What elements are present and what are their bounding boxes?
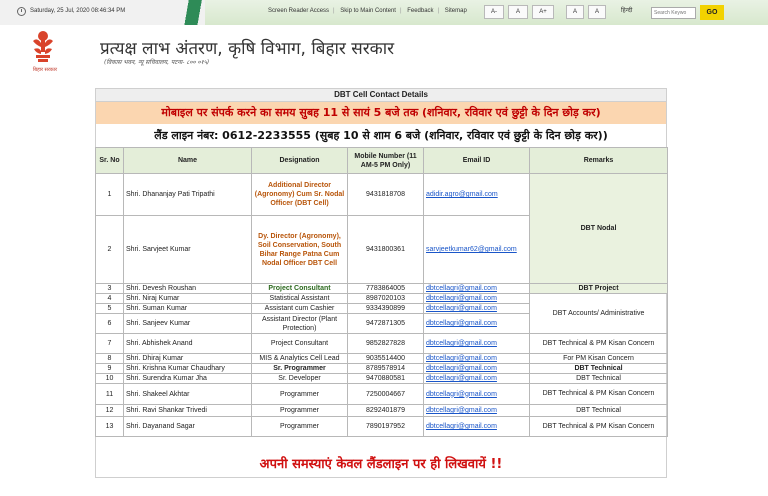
col-remarks: Remarks [530,148,668,174]
cell-name: Shri. Abhishek Anand [124,334,252,354]
link-separator: | [399,8,402,14]
email-link[interactable]: dbtcellagri@gmail.com [424,294,530,304]
top-utility-bar [0,0,768,25]
cell-remark: DBT Technical & PM Kisan Concern [530,334,668,354]
landline-footer-note: अपनी समस्याएं केवल लैंडलाइन पर ही लिखवायें !! [259,457,503,472]
email-link[interactable]: sarvjeetkumar62@gmail.com [424,216,530,284]
table-row [96,334,668,354]
bihar-emblem-icon [30,27,56,65]
cell-name: Shri. Surendra Kumar Jha [124,374,252,384]
email-link[interactable]: dbtcellagri@gmail.com [424,284,530,294]
cell-sr: 7 [96,334,124,354]
cell-remark: DBT Technical [530,405,668,417]
cell-mobile: 8987020103 [348,294,424,304]
sitemap-link[interactable]: Sitemap [444,8,467,14]
table-row [96,384,668,405]
cell-mobile: 9334390899 [348,304,424,314]
feedback-link[interactable]: Feedback [407,8,434,14]
cell-designation: Assistant Director (Plant Protection) [252,314,348,334]
cell-remark: DBT Accounts/ Administrative [530,294,668,334]
cell-sr: 6 [96,314,124,334]
cell-name: Shri. Sarvjeet Kumar [124,216,252,284]
font-increase-button[interactable]: A+ [532,5,554,19]
col-name: Name [124,148,252,174]
font-normal-button[interactable]: A [508,5,528,19]
cell-name: Shri. Krishna Kumar Chaudhary [124,364,252,374]
cell-name: Shri. Suman Kumar [124,304,252,314]
cell-mobile: 9472871305 [348,314,424,334]
table-row [96,294,668,304]
contact-table [95,147,668,437]
cell-remark: DBT Technical & PM Kisan Concern [530,417,668,437]
cell-sr: 9 [96,364,124,374]
cell-remark: DBT Project [530,284,668,294]
screen-reader-link[interactable]: Screen Reader Access [268,8,330,14]
cell-remark: DBT Technical & PM Kisan Concern [530,384,668,405]
link-separator: | [333,8,335,14]
email-link[interactable]: dbtcellagri@gmail.com [424,384,530,405]
email-link[interactable]: dbtcellagri@gmail.com [424,334,530,354]
table-row [96,354,668,364]
col-mobile: Mobile Number (11 AM-5 PM Only) [348,148,424,174]
cell-designation: Sr. Developer [252,374,348,384]
current-date: Saturday, 25 Jul, 2020 08:46:34 PM [30,8,126,14]
cell-mobile: 9431818708 [348,174,424,216]
email-link[interactable]: dbtcellagri@gmail.com [424,374,530,384]
email-link[interactable]: dbtcellagri@gmail.com [424,405,530,417]
cell-name: Shri. Devesh Roushan [124,284,252,294]
mobile-timing-notice: मोबाइल पर संपर्क करने का समय सुबह 11 से सायं 5 बजे तक (शनिवार, रविवार एवं छुट्टी के दिन छोड़ कर) [95,102,667,124]
table-row [96,417,668,437]
logo-caption: बिहार सरकार [32,67,58,73]
table-row [96,364,668,374]
cell-sr: 3 [96,284,124,294]
language-toggle[interactable]: हिन्दी [621,8,633,14]
cell-name: Shri. Niraj Kumar [124,294,252,304]
table-caption: DBT Cell Contact Details [95,88,667,102]
contrast-light-button[interactable]: A [566,5,584,19]
cell-designation: Assistant cum Cashier [252,304,348,314]
link-separator: | [437,8,440,14]
cell-name: Shri. Sanjeev Kumar [124,314,252,334]
email-link[interactable]: dbtcellagri@gmail.com [424,354,530,364]
cell-remark: For PM Kisan Concern [530,354,668,364]
cell-remark: DBT Technical [530,364,668,374]
clock-icon [17,7,26,16]
cell-name: Shri. Ravi Shankar Trivedi [124,405,252,417]
cell-sr: 4 [96,294,124,304]
cell-remark: DBT Nodal [530,174,668,284]
table-row [96,174,668,216]
cell-mobile: 9431800361 [348,216,424,284]
cell-name: Shri. Dhiraj Kumar [124,354,252,364]
cell-sr: 1 [96,174,124,216]
col-email: Email ID [424,148,530,174]
top-links [268,8,471,14]
col-sr: Sr. No [96,148,124,174]
email-link[interactable]: dbtcellagri@gmail.com [424,314,530,334]
search-input[interactable]: Search Keywo [651,7,696,19]
font-decrease-button[interactable]: A- [484,5,504,19]
cell-mobile: 9852827828 [348,334,424,354]
cell-sr: 8 [96,354,124,364]
cell-name: Shri. Dayanand Sagar [124,417,252,437]
cell-mobile: 7250004667 [348,384,424,405]
cell-sr: 5 [96,304,124,314]
cell-designation: Project Consultant [252,334,348,354]
cell-designation: Programmer [252,384,348,405]
skip-to-main-link[interactable]: Skip to Main Content [340,8,396,14]
cell-designation: Project Consultant [252,284,348,294]
cell-sr: 10 [96,374,124,384]
cell-designation: Programmer [252,405,348,417]
email-link[interactable]: adidir.agro@gmail.com [424,174,530,216]
cell-mobile: 7890197952 [348,417,424,437]
cell-designation: Programmer [252,417,348,437]
page-subtitle: (विकास भवन, न्यू सचिवालय, पटना- ८०० ०१५) [104,59,210,66]
cell-sr: 2 [96,216,124,284]
landline-notice: लैंड लाइन नंबर: 0612-2233555 (सुबह 10 से शाम 6 बजे (शनिवार, रविवार एवं छुट्टी के दिन छोड़ कर)) [95,124,667,147]
cell-sr: 13 [96,417,124,437]
col-designation: Designation [252,148,348,174]
cell-mobile: 8292401879 [348,405,424,417]
cell-name: Shri. Shakeel Akhtar [124,384,252,405]
cell-remark: DBT Technical [530,374,668,384]
go-button[interactable]: GO [700,5,724,20]
cell-designation: Sr. Programmer [252,364,348,374]
cell-designation: Dy. Director (Agronomy), Soil Conservation, South Bihar Range Patna Cum Nodal Officer DBT Cell [252,216,348,284]
table-row [96,405,668,417]
email-link[interactable]: dbtcellagri@gmail.com [424,364,530,374]
cell-mobile: 9470880581 [348,374,424,384]
cell-sr: 12 [96,405,124,417]
email-link[interactable]: dbtcellagri@gmail.com [424,417,530,437]
page-title[interactable]: प्रत्यक्ष लाभ अंतरण, कृषि विभाग, बिहार सरकार [100,39,395,59]
contrast-dark-button[interactable]: A [588,5,606,19]
cell-name: Shri. Dhananjay Pati Tripathi [124,174,252,216]
cell-designation: Statistical Assistant [252,294,348,304]
cell-designation: MIS & Analytics Cell Lead [252,354,348,364]
email-link[interactable]: dbtcellagri@gmail.com [424,304,530,314]
table-header-row [96,148,668,174]
cell-mobile: 8789578914 [348,364,424,374]
cell-mobile: 7783864005 [348,284,424,294]
table-row [96,284,668,294]
cell-sr: 11 [96,384,124,405]
cell-mobile: 9035514400 [348,354,424,364]
table-row [96,374,668,384]
cell-designation: Additional Director (Agronomy) Cum Sr. Nodal Officer (DBT Cell) [252,174,348,216]
